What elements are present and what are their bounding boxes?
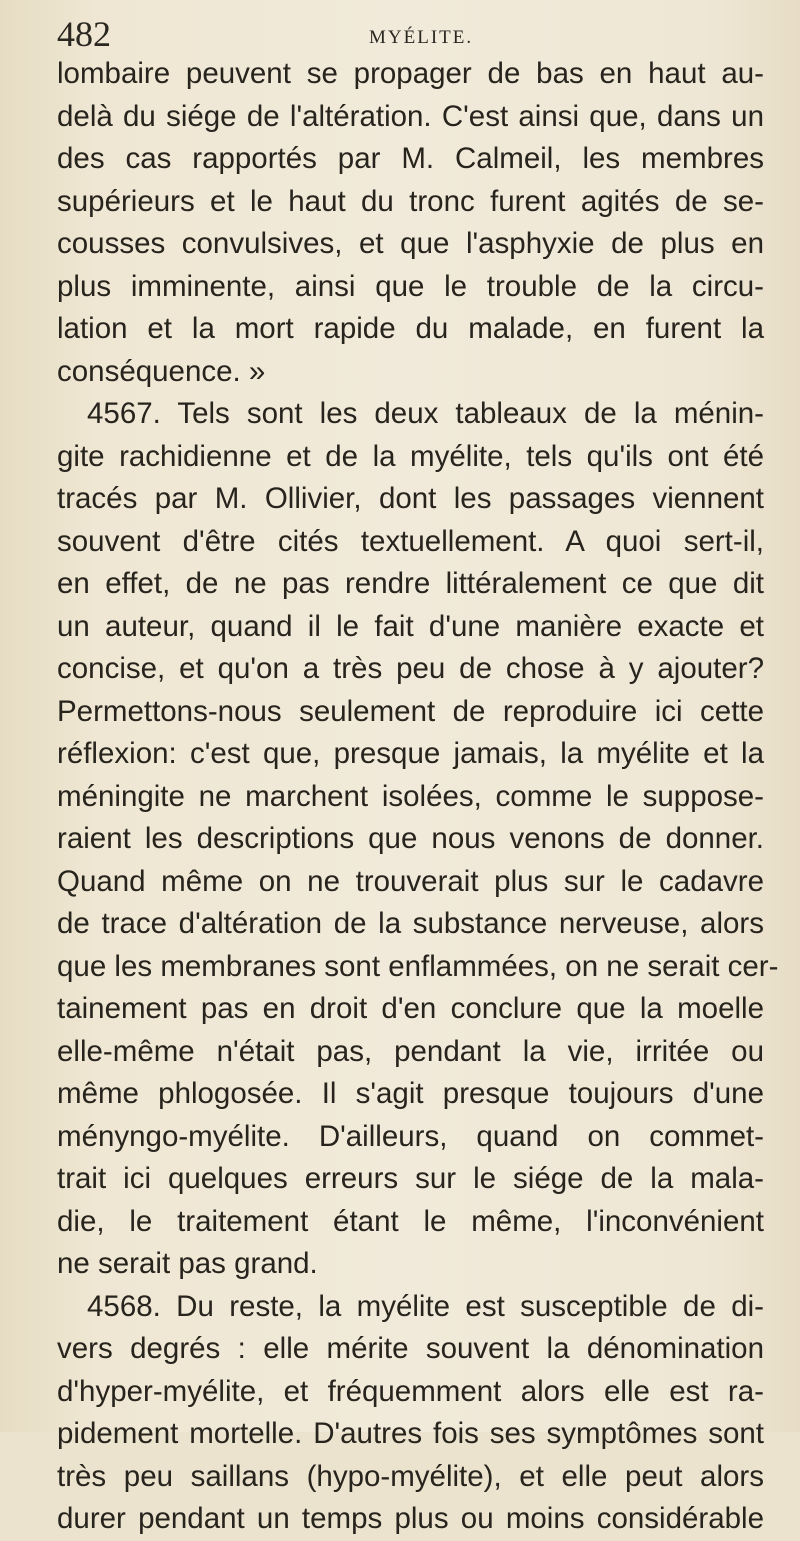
text-line: même phlogosée. Il s'agit presque toujours d'une (57, 1077, 764, 1110)
text-line: d'hyper-myélite, et fréquemment alors elle est ra- (57, 1374, 764, 1408)
page-number: 482 (57, 14, 111, 54)
text-line: elle-même n'était pas, pendant la vie, irritée ou (57, 1034, 764, 1068)
text-line: die, le traitement étant le même, l'inconvénient (57, 1204, 764, 1238)
text-line: que les membranes sont enflammées, on ne serait cer- (57, 949, 779, 983)
text-line: trait ici quelques erreurs sur le siége de la mala- (57, 1162, 764, 1195)
text-line: conséquence. » (57, 354, 266, 388)
text-line: lombaire peuvent se propager de bas en haut au- (57, 57, 764, 90)
text-line: delà du siége de l'altération. C'est ainsi que, dans un (57, 99, 764, 133)
text-line: Quand même on ne trouverait plus sur le cadavre (57, 864, 764, 898)
text-line: durer pendant un temps plus ou moins considérable (57, 1502, 764, 1535)
text-line: ményngo-myélite. D'ailleurs, quand on commet- (57, 1119, 764, 1153)
text-line: en effet, de ne pas rendre littéralement ce que dit (57, 567, 764, 600)
text-line: vers degrés : elle mérite souvent la dénomination (57, 1332, 764, 1365)
text-line: de trace d'altération de la substance nerveuse, alors (57, 907, 764, 940)
text-line: lation et la mort rapide du malade, en furent la (57, 312, 764, 345)
body-text (57, 53, 779, 1541)
text-line: 4568. Du reste, la myélite est susceptible de di- (87, 1289, 764, 1323)
text-line: tainement pas en droit d'en conclure que la moelle (57, 992, 764, 1025)
text-line: concise, et qu'on a très peu de chose à y ajouter? (57, 652, 764, 685)
text-line: souvent d'être cités textuellement. A quoi sert-il, (57, 524, 764, 558)
text-line: tracés par M. Ollivier, dont les passages viennent (57, 482, 764, 515)
text-line: un auteur, quand il le fait d'une manière exacte et (57, 609, 764, 643)
text-line: ne serait pas grand. (57, 1247, 318, 1280)
text-line: Permettons-nous seulement de reproduire ici cette (57, 694, 764, 728)
text-line: plus imminente, ainsi que le trouble de la circu- (57, 269, 764, 303)
text-line: gite rachidienne et de la myélite, tels qu'ils ont été (57, 439, 764, 473)
text-line: des cas rapportés par M. Calmeil, les membres (57, 142, 764, 175)
text-line: 4567. Tels sont les deux tableaux de la ménin- (87, 397, 764, 430)
text-line: pidement mortelle. D'autres fois ses symptômes sont (57, 1417, 764, 1450)
text-line: méningite ne marchent isolées, comme le suppose- (57, 779, 764, 813)
text-line: raient les descriptions que nous venons de donner. (57, 822, 764, 855)
text-line: supérieurs et le haut du tronc furent agités de se- (57, 184, 764, 218)
text-line: cousses convulsives, et que l'asphyxie de plus en (57, 227, 764, 260)
running-head: MYÉLITE. (369, 27, 474, 48)
text-line: très peu saillans (hypo-myélite), et elle peut alors (57, 1459, 764, 1493)
page-header (57, 14, 760, 54)
text-line: réflexion: c'est que, presque jamais, la myélite et la (57, 737, 764, 770)
